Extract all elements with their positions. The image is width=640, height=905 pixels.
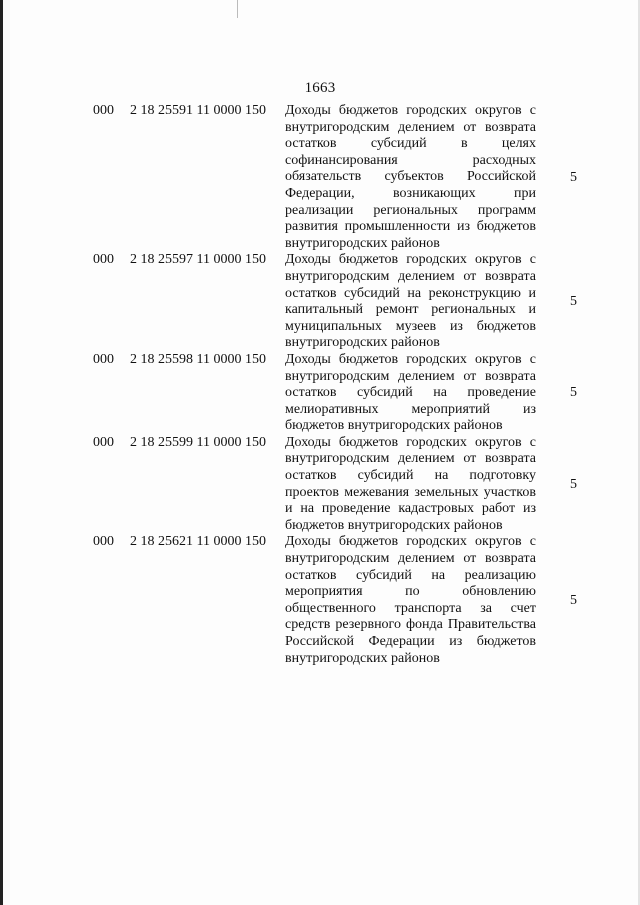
budget-classification-code: 2 18 25599 11 0000 150 xyxy=(130,434,266,450)
admin-code: 000 xyxy=(93,534,114,550)
table-row xyxy=(0,252,640,352)
page-number: 1663 xyxy=(304,80,336,96)
budget-classification-code: 2 18 25598 11 0000 150 xyxy=(130,351,266,367)
table-row xyxy=(0,435,640,535)
budget-classification-code: 2 18 25597 11 0000 150 xyxy=(130,252,266,268)
revenue-description: Доходы бюджетов городских округов с внутригородским делением от возврата остатков субсидий на реализацию мероприятия по обновлению общественного транспорта за счет средств резервного фонда Правительства Российской Федерации из бюджетов внутригородских районов xyxy=(285,534,536,666)
amount: 5 xyxy=(570,592,577,608)
revenue-description: Доходы бюджетов городских округов с внутригородским делением от возврата остатков субсидий на реконструкцию и капитальный ремонт региональных и муниципальных музеев из бюджетов внутригородских районов xyxy=(285,252,536,351)
amount: 5 xyxy=(570,169,577,185)
amount: 5 xyxy=(570,294,577,310)
admin-code: 000 xyxy=(93,252,114,268)
amount: 5 xyxy=(570,385,577,401)
revenue-description: Доходы бюджетов городских округов с внутригородским делением от возврата остатков субсидий в целях софинансирования расходных обязательств субъектов Российской Федерации, возникающих при реализации региональных программ развития промышленности из бюджетов внутригородских районов xyxy=(285,103,536,251)
table-row xyxy=(0,534,640,667)
table-row xyxy=(0,352,640,435)
admin-code: 000 xyxy=(93,351,114,367)
amount: 5 xyxy=(570,476,577,492)
budget-classification-code: 2 18 25591 11 0000 150 xyxy=(130,103,266,118)
admin-code: 000 xyxy=(93,434,114,450)
budget-classification-code: 2 18 25621 11 0000 150 xyxy=(130,534,266,550)
revenue-description: Доходы бюджетов городских округов с внутригородским делением от возврата остатков субсидий на подготовку проектов межевания земельных участков и на проведение кадастровых работ из бюджетов внутригородских районов xyxy=(285,434,536,533)
revenue-table xyxy=(0,103,640,667)
table-row xyxy=(0,103,640,252)
scan-mark xyxy=(237,0,238,18)
admin-code: 000 xyxy=(93,103,114,118)
revenue-description: Доходы бюджетов городских округов с внутригородским делением от возврата остатков субсидий на проведение мелиоративных мероприятий из бюджетов внутригородских районов xyxy=(285,351,536,434)
